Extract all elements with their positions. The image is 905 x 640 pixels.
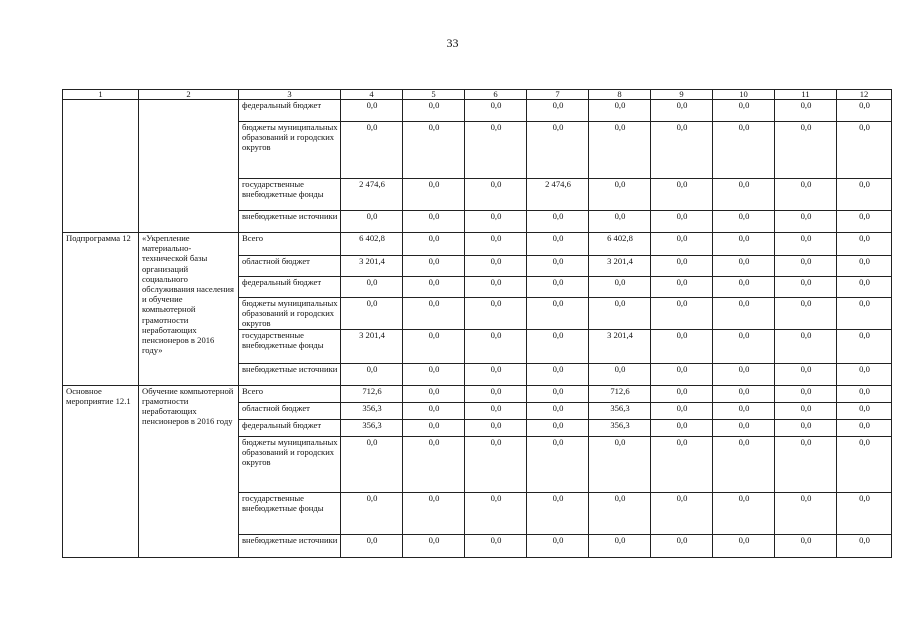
value-cell: 356,3 bbox=[341, 402, 403, 419]
value-cell: 0,0 bbox=[527, 329, 589, 363]
value-cell: 0,0 bbox=[651, 492, 713, 534]
value-cell: 0,0 bbox=[775, 122, 837, 179]
value-cell: 0,0 bbox=[465, 402, 527, 419]
funding-source-cell: внебюджетные источники bbox=[239, 534, 341, 557]
value-cell: 0,0 bbox=[837, 298, 892, 330]
value-cell: 0,0 bbox=[465, 534, 527, 557]
funding-source-cell: внебюджетные источники bbox=[239, 363, 341, 385]
value-cell: 0,0 bbox=[651, 436, 713, 492]
value-cell: 0,0 bbox=[403, 402, 465, 419]
value-cell: 6 402,8 bbox=[341, 233, 403, 256]
value-cell: 0,0 bbox=[651, 363, 713, 385]
value-cell: 0,0 bbox=[651, 233, 713, 256]
value-cell: 6 402,8 bbox=[589, 233, 651, 256]
value-cell: 0,0 bbox=[403, 277, 465, 298]
value-cell: 0,0 bbox=[465, 363, 527, 385]
funding-source-cell: государственные внебюджетные фонды bbox=[239, 329, 341, 363]
column-header: 12 bbox=[837, 90, 892, 100]
value-cell: 0,0 bbox=[837, 233, 892, 256]
value-cell: 0,0 bbox=[341, 211, 403, 233]
value-cell: 356,3 bbox=[341, 419, 403, 436]
value-cell: 0,0 bbox=[837, 436, 892, 492]
funding-source-cell: Всего bbox=[239, 233, 341, 256]
value-cell: 0,0 bbox=[775, 534, 837, 557]
column-header: 2 bbox=[139, 90, 239, 100]
value-cell: 0,0 bbox=[403, 419, 465, 436]
value-cell: 0,0 bbox=[651, 385, 713, 402]
column-header: 9 bbox=[651, 90, 713, 100]
value-cell: 0,0 bbox=[341, 277, 403, 298]
value-cell: 0,0 bbox=[465, 277, 527, 298]
value-cell: 0,0 bbox=[527, 122, 589, 179]
column-header: 10 bbox=[713, 90, 775, 100]
value-cell: 0,0 bbox=[651, 277, 713, 298]
value-cell: 0,0 bbox=[775, 277, 837, 298]
value-cell: 0,0 bbox=[651, 122, 713, 179]
value-cell: 0,0 bbox=[713, 179, 775, 211]
value-cell: 0,0 bbox=[837, 492, 892, 534]
value-cell: 0,0 bbox=[713, 122, 775, 179]
table-row bbox=[63, 100, 892, 122]
column-header: 1 bbox=[63, 90, 139, 100]
value-cell: 0,0 bbox=[775, 256, 837, 277]
value-cell: 0,0 bbox=[403, 298, 465, 330]
value-cell: 0,0 bbox=[465, 436, 527, 492]
value-cell: 0,0 bbox=[713, 402, 775, 419]
value-cell: 0,0 bbox=[713, 363, 775, 385]
value-cell: 0,0 bbox=[403, 122, 465, 179]
funding-source-cell: областной бюджет bbox=[239, 256, 341, 277]
value-cell: 0,0 bbox=[341, 298, 403, 330]
value-cell: 0,0 bbox=[589, 277, 651, 298]
value-cell: 0,0 bbox=[837, 534, 892, 557]
value-cell: 0,0 bbox=[341, 363, 403, 385]
value-cell: 356,3 bbox=[589, 402, 651, 419]
program-code-cell bbox=[63, 100, 139, 233]
value-cell: 0,0 bbox=[837, 363, 892, 385]
value-cell: 0,0 bbox=[527, 211, 589, 233]
value-cell: 0,0 bbox=[775, 298, 837, 330]
value-cell: 0,0 bbox=[527, 385, 589, 402]
value-cell: 0,0 bbox=[341, 436, 403, 492]
value-cell: 0,0 bbox=[403, 233, 465, 256]
value-cell: 0,0 bbox=[527, 277, 589, 298]
value-cell: 0,0 bbox=[527, 100, 589, 122]
value-cell: 0,0 bbox=[775, 385, 837, 402]
table-row bbox=[63, 233, 892, 256]
value-cell: 0,0 bbox=[713, 277, 775, 298]
value-cell: 712,6 bbox=[589, 385, 651, 402]
value-cell: 712,6 bbox=[341, 385, 403, 402]
value-cell: 0,0 bbox=[589, 363, 651, 385]
value-cell: 0,0 bbox=[465, 122, 527, 179]
value-cell: 3 201,4 bbox=[589, 256, 651, 277]
value-cell: 0,0 bbox=[713, 419, 775, 436]
value-cell: 0,0 bbox=[589, 534, 651, 557]
value-cell: 0,0 bbox=[341, 534, 403, 557]
column-header: 8 bbox=[589, 90, 651, 100]
value-cell: 0,0 bbox=[775, 363, 837, 385]
value-cell: 0,0 bbox=[713, 492, 775, 534]
value-cell: 0,0 bbox=[403, 211, 465, 233]
value-cell: 0,0 bbox=[341, 122, 403, 179]
value-cell: 0,0 bbox=[651, 534, 713, 557]
value-cell: 0,0 bbox=[713, 100, 775, 122]
value-cell: 0,0 bbox=[403, 256, 465, 277]
value-cell: 2 474,6 bbox=[527, 179, 589, 211]
value-cell: 0,0 bbox=[775, 436, 837, 492]
value-cell: 0,0 bbox=[527, 298, 589, 330]
table-body bbox=[63, 100, 892, 558]
budget-table bbox=[62, 89, 892, 558]
value-cell: 356,3 bbox=[589, 419, 651, 436]
value-cell: 0,0 bbox=[403, 436, 465, 492]
value-cell: 0,0 bbox=[713, 329, 775, 363]
value-cell: 0,0 bbox=[713, 211, 775, 233]
value-cell: 0,0 bbox=[713, 256, 775, 277]
value-cell: 0,0 bbox=[465, 211, 527, 233]
program-code-cell: Основное мероприятие 12.1 bbox=[63, 385, 139, 557]
value-cell: 0,0 bbox=[341, 100, 403, 122]
value-cell: 0,0 bbox=[651, 179, 713, 211]
value-cell: 0,0 bbox=[527, 363, 589, 385]
column-header: 6 bbox=[465, 90, 527, 100]
value-cell: 0,0 bbox=[527, 256, 589, 277]
value-cell: 0,0 bbox=[837, 256, 892, 277]
value-cell: 0,0 bbox=[837, 329, 892, 363]
value-cell: 0,0 bbox=[651, 329, 713, 363]
value-cell: 0,0 bbox=[527, 419, 589, 436]
value-cell: 0,0 bbox=[837, 277, 892, 298]
value-cell: 0,0 bbox=[465, 179, 527, 211]
column-number-row bbox=[63, 90, 892, 100]
column-header: 11 bbox=[775, 90, 837, 100]
value-cell: 0,0 bbox=[775, 179, 837, 211]
value-cell: 0,0 bbox=[651, 100, 713, 122]
value-cell: 0,0 bbox=[775, 492, 837, 534]
value-cell: 0,0 bbox=[527, 492, 589, 534]
funding-source-cell: государственные внебюджетные фонды bbox=[239, 179, 341, 211]
column-header: 4 bbox=[341, 90, 403, 100]
value-cell: 0,0 bbox=[403, 179, 465, 211]
value-cell: 0,0 bbox=[775, 419, 837, 436]
funding-source-cell: федеральный бюджет bbox=[239, 277, 341, 298]
value-cell: 2 474,6 bbox=[341, 179, 403, 211]
value-cell: 0,0 bbox=[837, 419, 892, 436]
program-name-cell: Обучение компьютерной грамотности неработающих пенсионеров в 2016 году bbox=[139, 385, 239, 557]
value-cell: 0,0 bbox=[837, 211, 892, 233]
column-header: 7 bbox=[527, 90, 589, 100]
value-cell: 0,0 bbox=[651, 256, 713, 277]
value-cell: 0,0 bbox=[651, 402, 713, 419]
program-name-cell: «Укрепление материально-технической базы организаций социального обслуживания населения и обучение компьютерной грамотности неработающих пенсионеров в 2016 году» bbox=[139, 233, 239, 386]
funding-source-cell: федеральный бюджет bbox=[239, 100, 341, 122]
funding-source-cell: бюджеты муниципальных образований и городских округов bbox=[239, 436, 341, 492]
page-number: 33 bbox=[446, 36, 459, 50]
funding-source-cell: бюджеты муниципальных образований и городских округов bbox=[239, 122, 341, 179]
value-cell: 0,0 bbox=[465, 233, 527, 256]
program-name-cell bbox=[139, 100, 239, 233]
funding-source-cell: внебюджетные источники bbox=[239, 211, 341, 233]
value-cell: 0,0 bbox=[589, 179, 651, 211]
value-cell: 0,0 bbox=[403, 385, 465, 402]
value-cell: 0,0 bbox=[775, 100, 837, 122]
value-cell: 0,0 bbox=[713, 233, 775, 256]
value-cell: 0,0 bbox=[837, 402, 892, 419]
value-cell: 0,0 bbox=[651, 298, 713, 330]
value-cell: 0,0 bbox=[837, 100, 892, 122]
value-cell: 0,0 bbox=[713, 385, 775, 402]
value-cell: 0,0 bbox=[589, 492, 651, 534]
value-cell: 0,0 bbox=[713, 534, 775, 557]
value-cell: 0,0 bbox=[465, 419, 527, 436]
value-cell: 0,0 bbox=[341, 492, 403, 534]
value-cell: 0,0 bbox=[465, 100, 527, 122]
funding-source-cell: бюджеты муниципальных образований и городских округов bbox=[239, 298, 341, 330]
value-cell: 0,0 bbox=[589, 122, 651, 179]
value-cell: 0,0 bbox=[589, 211, 651, 233]
value-cell: 0,0 bbox=[527, 233, 589, 256]
column-header: 3 bbox=[239, 90, 341, 100]
value-cell: 0,0 bbox=[713, 436, 775, 492]
funding-source-cell: Всего bbox=[239, 385, 341, 402]
value-cell: 0,0 bbox=[403, 100, 465, 122]
funding-source-cell: федеральный бюджет bbox=[239, 419, 341, 436]
column-header: 5 bbox=[403, 90, 465, 100]
value-cell: 0,0 bbox=[651, 419, 713, 436]
value-cell: 0,0 bbox=[775, 329, 837, 363]
value-cell: 0,0 bbox=[527, 534, 589, 557]
value-cell: 0,0 bbox=[403, 329, 465, 363]
value-cell: 0,0 bbox=[527, 436, 589, 492]
value-cell: 0,0 bbox=[651, 211, 713, 233]
value-cell: 0,0 bbox=[775, 233, 837, 256]
value-cell: 3 201,4 bbox=[589, 329, 651, 363]
funding-source-cell: государственные внебюджетные фонды bbox=[239, 492, 341, 534]
value-cell: 0,0 bbox=[465, 256, 527, 277]
value-cell: 0,0 bbox=[713, 298, 775, 330]
table-row bbox=[63, 385, 892, 402]
value-cell: 0,0 bbox=[589, 298, 651, 330]
program-code-cell: Подпрограмма 12 bbox=[63, 233, 139, 386]
value-cell: 0,0 bbox=[403, 534, 465, 557]
value-cell: 0,0 bbox=[465, 329, 527, 363]
funding-source-cell: областной бюджет bbox=[239, 402, 341, 419]
value-cell: 0,0 bbox=[775, 211, 837, 233]
value-cell: 0,0 bbox=[465, 385, 527, 402]
value-cell: 0,0 bbox=[465, 492, 527, 534]
value-cell: 0,0 bbox=[589, 100, 651, 122]
value-cell: 0,0 bbox=[465, 298, 527, 330]
value-cell: 0,0 bbox=[403, 492, 465, 534]
value-cell: 0,0 bbox=[527, 402, 589, 419]
value-cell: 0,0 bbox=[403, 363, 465, 385]
value-cell: 0,0 bbox=[775, 402, 837, 419]
value-cell: 0,0 bbox=[837, 122, 892, 179]
value-cell: 0,0 bbox=[589, 436, 651, 492]
value-cell: 3 201,4 bbox=[341, 329, 403, 363]
value-cell: 0,0 bbox=[837, 179, 892, 211]
value-cell: 0,0 bbox=[837, 385, 892, 402]
value-cell: 3 201,4 bbox=[341, 256, 403, 277]
